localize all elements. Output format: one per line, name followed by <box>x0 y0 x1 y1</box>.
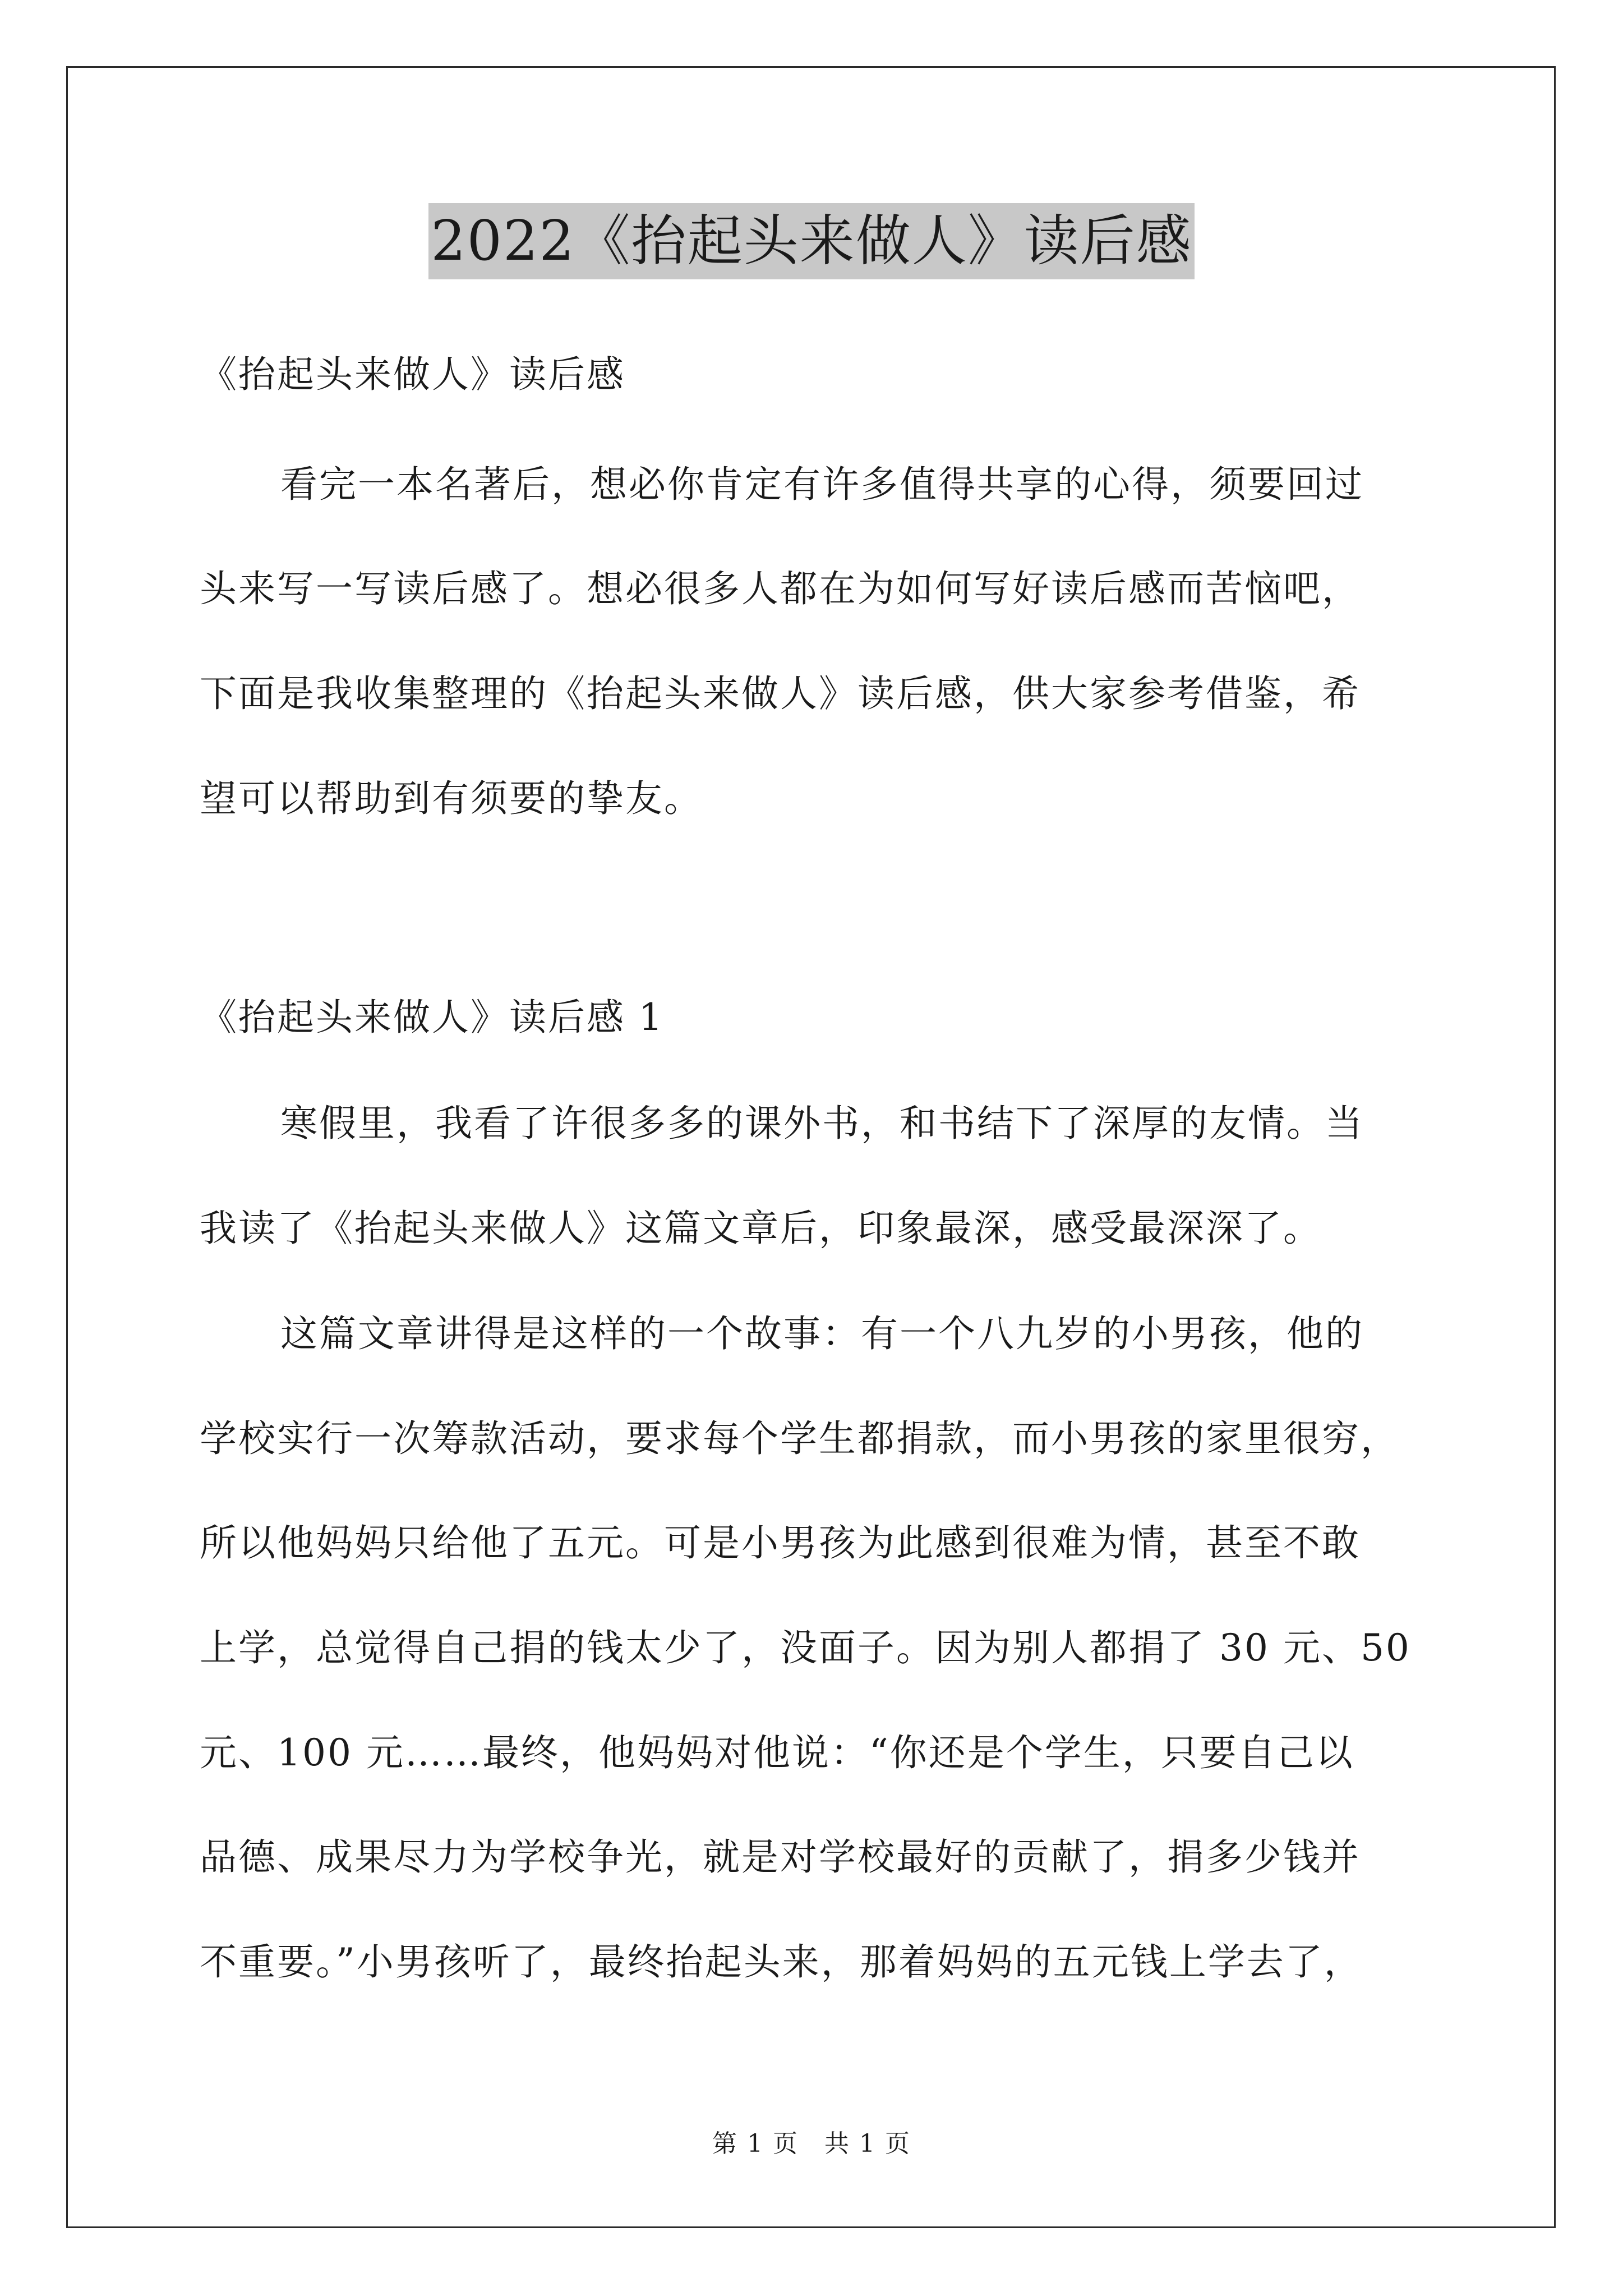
section1-para2-line: 上学，总觉得自己捐的钱太少了，没面子。因为别人都捐了 30 元、50 <box>200 1626 1411 1669</box>
title-container <box>0 203 1623 279</box>
page-footer: 第 1 页 共 1 页 <box>712 2129 911 2158</box>
intro-line: 看完一本名著后，想必你肯定有许多值得共享的心得，须要回过 <box>280 463 1364 506</box>
section1-para2-line: 元、100 元……最终，他妈妈对他说：“你还是个学生，只要自己以 <box>200 1731 1354 1774</box>
intro-line: 下面是我收集整理的《抬起头来做人》读后感，供大家参考借鉴，希 <box>200 672 1361 715</box>
section1-heading: 《抬起头来做人》读后感 1 <box>200 996 664 1039</box>
section1-para1-line: 寒假里，我看了许很多多的课外书，和书结下了深厚的友情。当 <box>280 1102 1364 1145</box>
section1-para2-line: 品德、成果尽力为学校争光，就是对学校最好的贡献了，捐多少钱并 <box>200 1835 1361 1879</box>
section1-para2-line: 学校实行一次筹款活动，要求每个学生都捐款，而小男孩的家里很穷， <box>200 1417 1399 1460</box>
section1-para2-line: 这篇文章讲得是这样的一个故事：有一个八九岁的小男孩，他的 <box>280 1312 1364 1355</box>
intro-line: 头来写一写读后感了。想必很多人都在为如何写好读后感而苦恼吧， <box>200 567 1361 610</box>
document-title: 2022《抬起头来做人》读后感 <box>428 203 1194 279</box>
intro-heading: 《抬起头来做人》读后感 <box>200 353 625 396</box>
section1-para2-line: 所以他妈妈只给他了五元。可是小男孩为此感到很难为情，甚至不敢 <box>200 1521 1361 1565</box>
section1-para1-line: 我读了《抬起头来做人》这篇文章后，印象最深，感受最深深了。 <box>200 1207 1322 1250</box>
intro-line: 望可以帮助到有须要的挚友。 <box>200 777 703 820</box>
section1-para2-line: 不重要。”小男孩听了，最终抬起头来，那着妈妈的五元钱上学去了， <box>200 1940 1363 1984</box>
